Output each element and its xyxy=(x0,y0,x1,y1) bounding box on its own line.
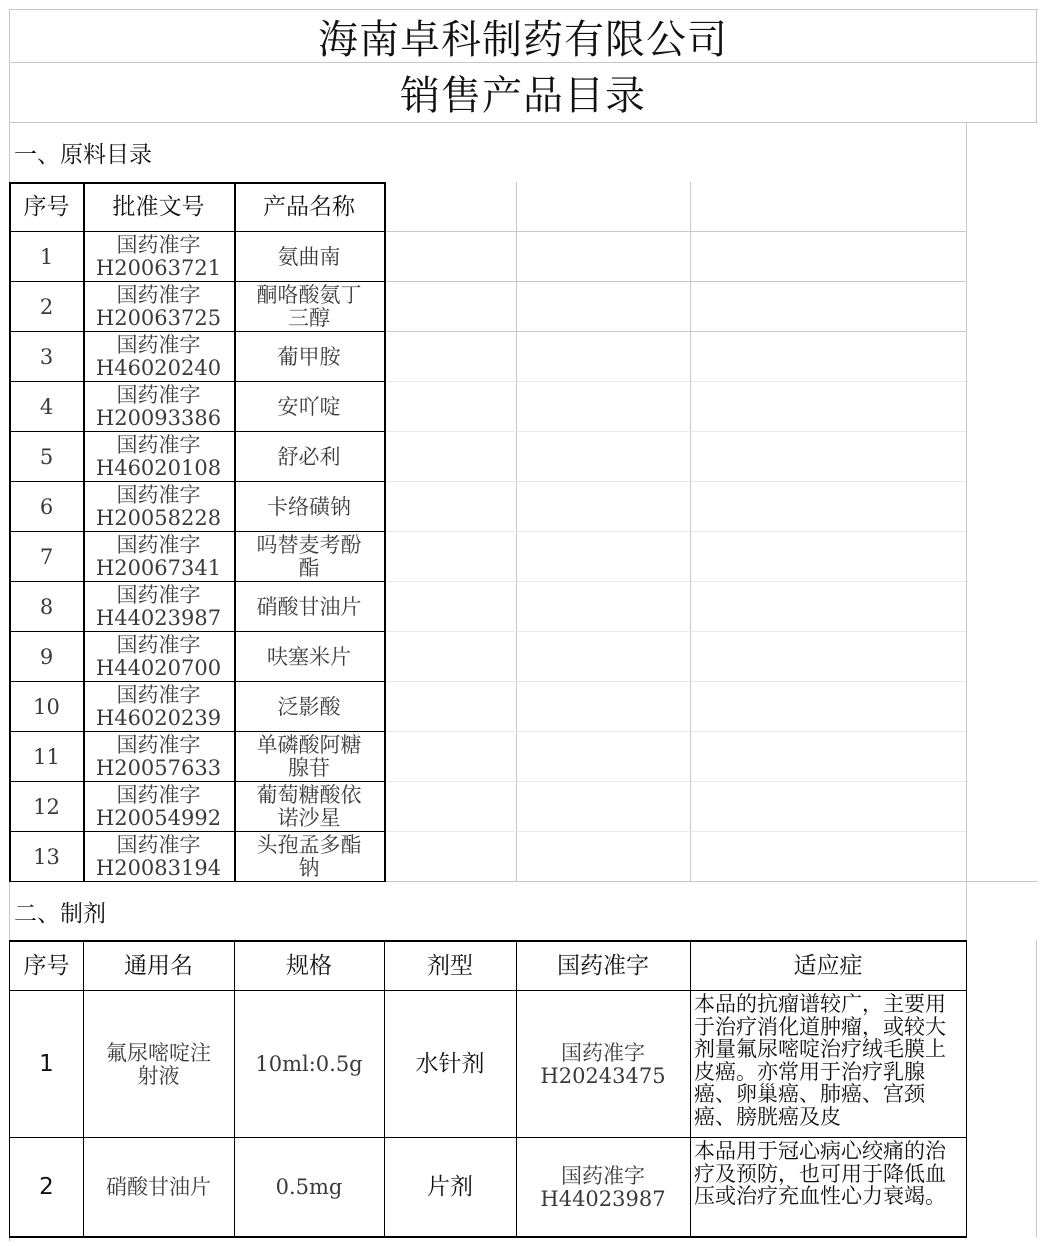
grid-line xyxy=(234,940,235,1237)
grid-line xyxy=(384,431,966,432)
raw-row-number: 9 xyxy=(39,644,54,669)
raw-row-number: 10 xyxy=(33,694,60,719)
prep-row-2-spec: 0.5mg xyxy=(275,1175,343,1199)
grid-line xyxy=(9,1137,967,1138)
prep-header-indication: 适应症 xyxy=(793,952,863,979)
raw-row-product-name: 单磷酸阿糖 腺苷 xyxy=(256,733,362,780)
prep-row-1-form: 水针剂 xyxy=(415,1051,485,1077)
raw-row-number: 1 xyxy=(39,244,54,269)
raw-row-approval: 国药准字 H44023987 xyxy=(95,583,222,630)
raw-row-number: 12 xyxy=(33,794,60,819)
raw-row-product-name: 氨曲南 xyxy=(277,244,341,269)
grid-line xyxy=(9,581,385,582)
grid-line xyxy=(384,182,386,882)
raw-row-product-name: 酮咯酸氨丁 三醇 xyxy=(256,283,362,330)
grid-line xyxy=(9,62,1038,63)
raw-row-product-name: 卡络磺钠 xyxy=(267,494,351,519)
prep-row-1-approval: 国药准字 H20243475 xyxy=(540,1040,666,1088)
grid-line xyxy=(83,182,85,882)
grid-line xyxy=(9,9,1038,10)
prep-header-dosage-form: 剂型 xyxy=(427,952,473,979)
raw-row-product-name: 泛影酸 xyxy=(277,694,341,719)
grid-line xyxy=(9,990,967,991)
raw-row-approval: 国药准字 H20067341 xyxy=(95,533,222,580)
raw-row-product-name: 舒必利 xyxy=(277,444,341,469)
grid-line xyxy=(9,231,385,232)
raw-row-product-name: 葡甲胺 xyxy=(277,344,341,369)
grid-line xyxy=(9,531,385,532)
raw-header-approval: 批准文号 xyxy=(112,193,205,220)
raw-row-approval: 国药准字 H46020239 xyxy=(95,683,222,730)
grid-line xyxy=(966,940,967,1237)
prep-row-2-form: 片剂 xyxy=(427,1174,473,1200)
grid-line xyxy=(9,122,1038,123)
grid-line xyxy=(384,231,966,232)
raw-row-approval: 国药准字 H20054992 xyxy=(95,783,222,830)
prep-row-1-name: 氟尿嘧啶注 射液 xyxy=(106,1040,211,1088)
grid-line xyxy=(234,182,236,882)
grid-line xyxy=(9,1236,967,1238)
raw-row-product-name: 葡萄糖酸依 诺沙星 xyxy=(256,783,362,830)
grid-line xyxy=(384,681,966,682)
company-title: 海南卓科制药有限公司 xyxy=(318,16,728,63)
prep-row-1-spec: 10ml:0.5g xyxy=(255,1052,363,1076)
prep-row-1-number: 1 xyxy=(39,1051,54,1077)
grid-line xyxy=(9,381,385,382)
raw-row-number: 3 xyxy=(39,344,54,369)
raw-row-approval: 国药准字 H46020240 xyxy=(95,333,222,380)
raw-row-number: 7 xyxy=(39,544,54,569)
raw-row-approval: 国药准字 H20058228 xyxy=(95,483,222,530)
raw-row-approval: 国药准字 H20057633 xyxy=(95,733,222,780)
prep-header-generic-name: 通用名 xyxy=(124,952,193,979)
grid-line xyxy=(384,531,966,532)
raw-row-approval: 国药准字 H46020108 xyxy=(95,433,222,480)
raw-row-approval: 国药准字 H44020700 xyxy=(95,633,222,680)
raw-row-product-name: 呋塞米片 xyxy=(267,644,351,669)
grid-line xyxy=(9,631,385,632)
prep-header-approval: 国药准字 xyxy=(557,952,649,979)
raw-row-number: 13 xyxy=(33,844,60,869)
prep-header-spec: 规格 xyxy=(286,952,332,979)
grid-line xyxy=(9,182,11,882)
grid-line xyxy=(9,940,10,1237)
grid-line xyxy=(9,481,385,482)
raw-row-product-name: 硝酸甘油片 xyxy=(256,594,362,619)
raw-row-approval: 国药准字 H20063721 xyxy=(95,233,222,280)
raw-row-product-name: 吗替麦考酚 酯 xyxy=(256,533,362,580)
raw-row-approval: 国药准字 H20093386 xyxy=(95,383,222,430)
grid-line xyxy=(384,940,385,1237)
prep-row-2-approval: 国药准字 H44023987 xyxy=(540,1163,666,1211)
grid-line xyxy=(1036,9,1037,123)
catalog-title: 销售产品目录 xyxy=(400,72,646,119)
prep-row-2-indication: 本品用于冠心病心绞痛的治疗及预防，也可用于降低血压或治疗充血性心力衰竭。 xyxy=(694,1139,946,1208)
raw-row-approval: 国药准字 H20063725 xyxy=(95,283,222,330)
raw-header-product-name: 产品名称 xyxy=(263,193,355,220)
raw-row-product-name: 安吖啶 xyxy=(277,394,341,419)
raw-header-number: 序号 xyxy=(23,193,70,220)
raw-row-number: 2 xyxy=(39,294,54,319)
grid-line xyxy=(966,881,967,941)
prep-row-2-name: 硝酸甘油片 xyxy=(106,1175,211,1199)
grid-line xyxy=(384,781,966,782)
raw-row-number: 6 xyxy=(39,494,54,519)
prep-row-2-number: 2 xyxy=(39,1174,54,1200)
grid-line xyxy=(9,831,385,832)
raw-row-approval: 国药准字 H20083194 xyxy=(95,833,222,880)
grid-line xyxy=(1036,940,1037,1237)
grid-line xyxy=(384,631,966,632)
grid-line xyxy=(966,182,967,882)
grid-line xyxy=(384,731,966,732)
grid-line xyxy=(9,731,385,732)
raw-row-number: 8 xyxy=(39,594,54,619)
raw-row-product-name: 头孢孟多酯 钠 xyxy=(256,833,362,880)
grid-line xyxy=(690,940,691,1237)
grid-line xyxy=(384,581,966,582)
grid-line xyxy=(9,881,385,882)
grid-line xyxy=(384,831,966,832)
grid-line xyxy=(9,431,385,432)
grid-line xyxy=(9,940,967,942)
grid-line xyxy=(516,182,517,882)
grid-line xyxy=(384,331,966,332)
grid-line xyxy=(9,281,385,282)
raw-row-number: 11 xyxy=(33,744,60,769)
raw-row-number: 4 xyxy=(39,394,54,419)
grid-line xyxy=(9,681,385,682)
grid-line xyxy=(83,940,84,1237)
grid-line xyxy=(384,381,966,382)
raw-row-number: 5 xyxy=(39,444,54,469)
prep-row-1-indication: 本品的抗瘤谱较广，主要用于治疗消化道肿瘤，或较大剂量氟尿嘧啶治疗绒毛膜上皮癌。亦常用于治疗乳腺癌、卵巢癌、肺癌、宫颈癌、膀胱癌及皮 xyxy=(694,992,946,1129)
prep-header-number: 序号 xyxy=(23,952,70,979)
raw-materials-section-title: 一、原料目录 xyxy=(14,142,152,168)
grid-line xyxy=(690,182,691,882)
grid-line xyxy=(9,781,385,782)
preparations-section-title: 二、制剂 xyxy=(14,900,106,927)
grid-line xyxy=(966,122,967,182)
grid-line xyxy=(516,940,517,1237)
grid-line xyxy=(9,182,385,184)
grid-line xyxy=(9,331,385,332)
grid-line xyxy=(384,281,966,282)
grid-line xyxy=(384,481,966,482)
